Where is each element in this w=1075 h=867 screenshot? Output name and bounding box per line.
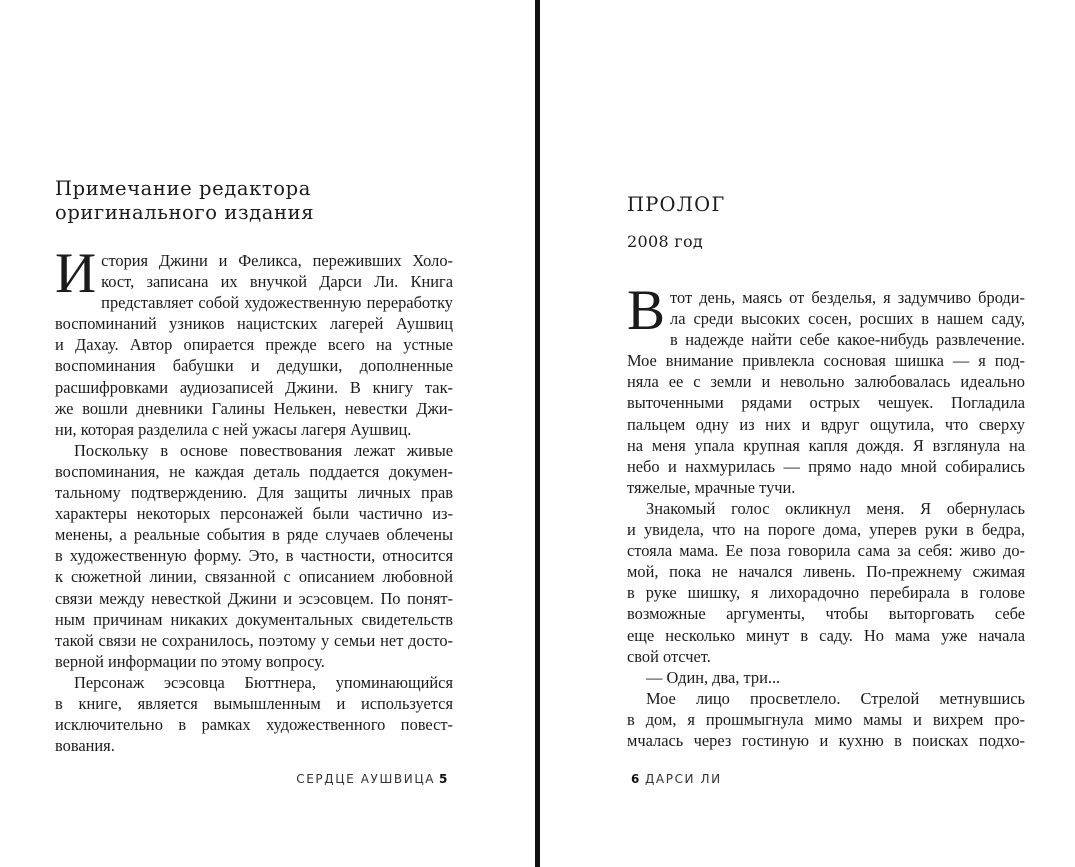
running-footer: ДАРСИ ЛИ (644, 772, 722, 786)
drop-cap: В (627, 279, 666, 342)
text-line: в художественную форму. Это, в частности, относится (55, 546, 453, 566)
text-line: исключительно в рамках художественного повест- (55, 715, 453, 735)
paragraph (55, 440, 453, 672)
text-line: тот день, маясь от безделья, я задумчиво броди- (670, 288, 1025, 307)
text-line: воспоминаний узников нацистских лагерей Аушвиц (55, 314, 453, 334)
text-line: Поскольку в основе повествования лежат живые (74, 440, 453, 460)
drop-cap: И (55, 242, 97, 305)
text-line: няла ее с земли и невольно залюбовалась идеально (627, 372, 1025, 392)
text-line: верной информации по этому вопросу. (55, 651, 325, 671)
text-line: в книге, является вымышленным и используется (55, 693, 453, 713)
text-line: и Дахау. Автор опирается прежде всего на устные (55, 335, 453, 355)
paragraph (627, 498, 1025, 667)
paragraph (55, 242, 453, 440)
text-line: связи между невесткой Джини и эсэсовцем. По понят- (55, 588, 453, 608)
text-line: такой связи не сохранилось, поэтому у семьи нет досто- (55, 630, 453, 650)
text-line: стория Джини и Феликса, переживших Холо- (101, 251, 453, 270)
text-line: стояла мама. Ее поза говорила сама за себя: живо до- (627, 541, 1025, 561)
text-line: кост, записана их внучкой Дарси Ли. Книга (101, 272, 453, 292)
text-line: тяжелые, мрачные тучи. (627, 477, 796, 497)
text-line: возможные аргументы, чтобы выторговать себе (627, 604, 1025, 624)
text-line: — Один, два, три... (646, 667, 781, 687)
text-line: ным причинам никаких документальных свидетельств (55, 609, 453, 629)
prologue-body (627, 279, 1025, 751)
text-line: в руке шишку, я лихорадочно перебирала в голове (627, 583, 1025, 603)
text-line: представляет собой художественную переработку (101, 293, 453, 313)
page-footer-right (627, 772, 722, 786)
editor-note-heading (55, 177, 475, 225)
text-line: Мое внимание привлекла сосновая шишка — я под- (627, 351, 1025, 371)
paragraph (627, 667, 1025, 688)
text-line: ни, которая разделила с ней ужасы лагеря Аушвиц. (55, 419, 412, 439)
page-number: 6 (631, 772, 641, 786)
heading-line: оригинального издания (55, 201, 315, 224)
text-line: к сюжетной линии, связанной с описанием любовной (55, 567, 453, 587)
right-page (540, 0, 1075, 867)
text-line: вования. (55, 736, 115, 756)
text-line: менены, а реальные события в ряде случаев облечены (55, 525, 453, 545)
text-line: Мое лицо просветлело. Стрелой метнувшись (646, 688, 1025, 708)
page-footer-left (296, 772, 453, 786)
text-line: свой отсчет. (627, 646, 711, 666)
left-page (0, 0, 535, 867)
text-line: в надежде найти себе какое-нибудь развлечение. (670, 330, 1025, 350)
text-line: на меня упала крупная капля дождя. Я взглянула на (627, 435, 1025, 455)
paragraph (627, 688, 1025, 751)
text-line: Персонаж эсэсовца Бюттнера, упоминающийся (74, 672, 453, 692)
text-line: воспоминания, не каждая деталь поддается докумен- (55, 461, 453, 481)
text-line: и увидела, что на пороге дома, уперев руки в бедра, (627, 520, 1025, 540)
text-line: выточенными рядами острых чешуек. Погладила (627, 393, 1025, 413)
text-line: же вошли дневники Галины Нелькен, невестки Джи- (55, 398, 453, 418)
text-line: тальному подтверждению. Для защиты личных прав (55, 483, 453, 503)
text-line: еще несколько минут в саду. Но мама уже начала (627, 625, 1025, 645)
heading-line: Примечание редактора (55, 177, 311, 200)
chapter-title: ПРОЛОГ (627, 193, 726, 216)
page-number: 5 (439, 772, 449, 786)
text-line: ла среди высоких сосен, росших в нашем саду, (670, 309, 1025, 329)
text-line: расшифровками аудиозаписей Джини. В книгу так- (55, 377, 453, 397)
editor-note-body (55, 242, 453, 756)
running-footer: СЕРДЦЕ АУШВИЦА (296, 772, 436, 786)
text-line: воспоминания бабушки и дедушки, дополненные (55, 356, 453, 376)
paragraph (627, 279, 1025, 498)
text-line: мой, пока не начался ливень. По-прежнему сжимая (627, 562, 1025, 582)
text-line: характеры некоторых персонажей были частично из- (55, 504, 453, 524)
text-line: мчалась через гостиную и кухню в поисках подхо- (627, 730, 1025, 750)
paragraph (55, 672, 453, 756)
text-line: в дом, я прошмыгнула мимо мамы и вихрем про- (627, 709, 1025, 729)
chapter-subtitle: 2008 год (627, 232, 704, 251)
text-line: пальцем одну из них и вдруг ощутила, что сверху (627, 414, 1025, 434)
text-line: небо и нахмурилась — прямо надо мной собирались (627, 456, 1025, 476)
text-line: Знакомый голос окликнул меня. Я обернулась (646, 498, 1025, 518)
